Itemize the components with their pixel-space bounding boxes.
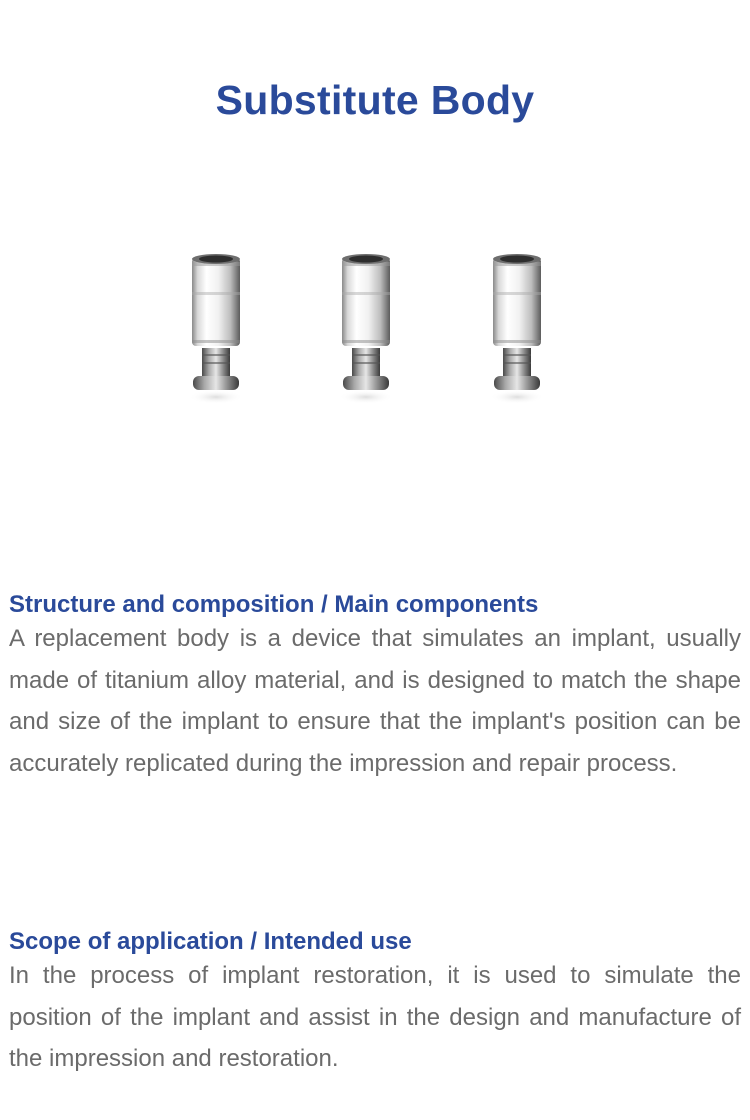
section-body-structure: A replacement body is a device that simulates an implant, usually made of titanium alloy material, and is designed to match the shape and size of the implant to ensure that the implant's position can be accurately replicated during the impression and repair process. — [9, 625, 741, 777]
page-title: Substitute Body — [215, 77, 535, 124]
implant-analog-icon — [338, 230, 398, 420]
implant-analog-icon — [489, 230, 549, 420]
section-heading-structure: Structure and composition / Main components — [9, 590, 539, 618]
section-body-scope: In the process of implant restoration, it is used to simulate the position of the implant and assist in the design and manufacture of the impression and restoration. — [9, 962, 741, 1072]
product-image — [0, 230, 750, 420]
section-heading-scope: Scope of application / Intended use — [9, 927, 412, 955]
implant-analog-icon — [188, 230, 248, 420]
